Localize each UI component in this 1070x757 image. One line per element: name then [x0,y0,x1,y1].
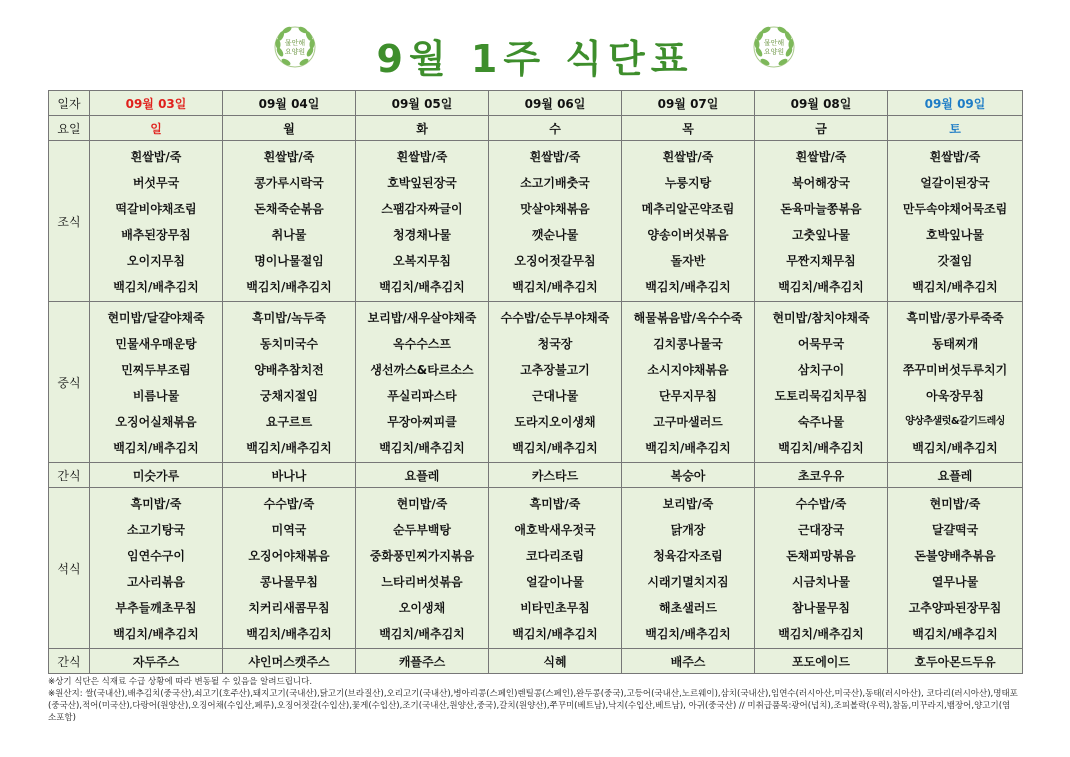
menu-item: 궁채지절임 [260,389,318,403]
menu-item: 소고기탕국 [127,523,185,537]
menu-item: 백김치/배추김치 [778,280,864,294]
menu-item: 근대나물 [531,389,579,403]
snack2-cell: 포도에이드 [755,649,888,674]
snack2-cell: 배주스 [622,649,755,674]
menu-item: 흰쌀밥/죽 [396,150,448,164]
dinner-cell [356,488,489,649]
menu-item: 양상추샐럿&갈기드레싱 [905,416,1005,427]
menu-item: 호박잎나물 [926,228,984,242]
menu-item: 현미밥/죽 [929,497,981,511]
menu-item: 김치콩나물국 [653,337,723,351]
menu-item: 닭개장 [670,523,706,537]
menu-item: 비타민초무침 [520,601,590,615]
date-cell: 09월 06일 [489,91,622,116]
menu-item: 양배추참치전 [254,363,324,377]
menu-item: 수수밥/죽 [263,497,315,511]
menu-item: 메추리알곤약조림 [641,202,735,216]
menu-item: 순두부백탕 [393,523,451,537]
snack1-cell: 요플레 [356,463,489,488]
date-cell: 09월 07일 [622,91,755,116]
date-cell: 09월 09일 [888,91,1023,116]
menu-item: 부추들깨초무침 [115,601,197,615]
breakfast-row [49,141,1023,302]
day-cell: 목 [622,116,755,141]
menu-item: 동태찌개 [931,337,979,351]
breakfast-cell [888,141,1023,302]
menu-item: 무짠지채무침 [786,254,856,268]
menu-item: 참나물무침 [792,601,850,615]
menu-item: 백김치/배추김치 [246,441,332,455]
snack2-cell: 자두주스 [90,649,223,674]
menu-item: 돌자반 [670,254,706,268]
snack2-cell: 호두아몬드두유 [888,649,1023,674]
row-label-snack2: 간식 [49,649,90,674]
menu-item: 열무나물 [931,575,979,589]
lunch-cell [622,302,755,463]
menu-item: 흑미밥/콩가루죽죽 [906,311,1004,325]
day-cell: 월 [223,116,356,141]
menu-item: 코다리조림 [526,549,584,563]
menu-item: 요구르트 [265,415,313,429]
row-label-breakfast: 조식 [49,141,90,302]
menu-item: 얼갈이나물 [526,575,584,589]
menu-item: 백김치/배추김치 [246,627,332,641]
menu-item: 소고기배춧국 [520,176,590,190]
menu-item: 얼갈이된장국 [920,176,990,190]
menu-item: 임연수구이 [127,549,185,563]
menu-item: 백김치/배추김치 [379,280,465,294]
menu-item: 미역국 [271,523,307,537]
meal-plan-table [48,90,1023,674]
snack1-row [49,463,1023,488]
day-cell: 일 [90,116,223,141]
day-row [49,116,1023,141]
snack2-cell: 샤인머스캣주스 [223,649,356,674]
menu-item: 비름나물 [132,389,180,403]
menu-item: 고춧잎나물 [792,228,850,242]
page-header [0,20,1070,80]
menu-item: 돈채피망볶음 [786,549,856,563]
menu-item: 명이나물절임 [254,254,324,268]
menu-item: 흰쌀밥/죽 [529,150,581,164]
menu-item: 흑미밥/죽 [529,497,581,511]
svg-text:물안해: 물안해 [284,39,306,47]
breakfast-cell [622,141,755,302]
menu-item: 보리밥/죽 [662,497,714,511]
lunch-cell [755,302,888,463]
menu-item: 삼치구이 [797,363,845,377]
menu-item: 백김치/배추김치 [379,627,465,641]
menu-item: 도토리묵김치무침 [774,389,868,403]
menu-item: 백김치/배추김치 [912,280,998,294]
menu-item: 치커리새콤무침 [248,601,330,615]
menu-item: 시래기멸치지짐 [647,575,729,589]
menu-item: 콩가루시락국 [254,176,324,190]
footer-notes [48,676,1018,724]
menu-item: 고구마샐러드 [653,415,723,429]
snack2-cell: 캐플주스 [356,649,489,674]
menu-item: 돈채죽순볶음 [254,202,324,216]
menu-item: 스팸감자짜글이 [381,202,463,216]
menu-item: 오징어젓갈무침 [514,254,596,268]
menu-item: 고사리볶음 [127,575,185,589]
snack1-cell: 초코우유 [755,463,888,488]
menu-item: 북어해장국 [792,176,850,190]
menu-item: 아욱장무침 [926,389,984,403]
snack1-cell: 바나나 [223,463,356,488]
menu-item: 배추된장무침 [121,228,191,242]
menu-item: 백김치/배추김치 [912,627,998,641]
menu-item: 흑미밥/죽 [130,497,182,511]
menu-item: 오징어실채볶음 [115,415,197,429]
menu-item: 생선까스&타르소스 [370,363,474,377]
lunch-cell [489,302,622,463]
snack1-cell: 요플레 [888,463,1023,488]
dinner-cell [755,488,888,649]
lunch-cell [356,302,489,463]
svg-text:요양원: 요양원 [284,48,306,56]
menu-item: 민물새우매운탕 [115,337,197,351]
menu-item: 오징어야채볶음 [248,549,330,563]
dinner-row [49,488,1023,649]
menu-item: 백김치/배추김치 [512,280,598,294]
menu-item: 현미밥/참치야채죽 [772,311,870,325]
menu-item: 흰쌀밥/죽 [130,150,182,164]
menu-item: 청경채나물 [393,228,451,242]
menu-item: 돈육마늘쫑볶음 [780,202,862,216]
menu-item: 백김치/배추김치 [113,280,199,294]
lunch-cell [90,302,223,463]
menu-item: 현미밥/달걀야채죽 [107,311,205,325]
menu-item: 청국장 [537,337,573,351]
menu-item: 백김치/배추김치 [113,627,199,641]
dinner-cell [888,488,1023,649]
day-cell: 화 [356,116,489,141]
day-cell: 수 [489,116,622,141]
menu-item: 수수밥/죽 [795,497,847,511]
menu-item: 백김치/배추김치 [645,280,731,294]
menu-item: 옥수수스프 [393,337,451,351]
menu-item: 애호박새우젓국 [514,523,596,537]
menu-item: 단무지무침 [659,389,717,403]
menu-item: 근대장국 [797,523,845,537]
menu-item: 백김치/배추김치 [645,627,731,641]
menu-item: 호박잎된장국 [387,176,457,190]
menu-item: 현미밥/죽 [396,497,448,511]
lunch-cell [223,302,356,463]
menu-item: 해초샐러드 [659,601,717,615]
menu-item: 동치미국수 [260,337,318,351]
menu-item: 백김치/배추김치 [912,441,998,455]
svg-text:요양원: 요양원 [763,48,785,56]
menu-item: 누룽지탕 [664,176,712,190]
snack1-cell: 카스타드 [489,463,622,488]
day-cell: 토 [888,116,1023,141]
menu-item: 콩나물무침 [260,575,318,589]
menu-item: 버섯무국 [132,176,180,190]
footer-note-origin: ※원산지: 쌀(국내산),배추김치(중국산),쇠고기(호주산),돼지고기(국내산),닭고기(브라질산),오리고기(국내산),병아리콩(스페인)렌틸콩(스페인),완두콩(중국),고등어(국내산,노르웨이),삼치(국내산),임연수(러시아산,미국산),동태(러시아산), 코다리(러시아산),명태포(중국산),적어(미국산),다랑어(원양산),오징어채(수입산,페루),오징어젓갈(수입산),꽃게(수입산),조기(국내산,원양산,중국),갈치(원양산),쭈꾸미(베트남),낙지(수입산,베트남), 아귀(중국산) // 미취급품목:광어(넙치),조피볼락(우럭),참돔,미꾸라지,뱀장어,양고기(염소포함) [48,689,1018,723]
footer-note-change: ※상기 식단은 식재료 수급 상황에 따라 변동될 수 있음을 알려드립니다. [48,677,313,687]
menu-item: 흰쌀밥/죽 [929,150,981,164]
menu-item: 보리밥/새우살야채죽 [367,311,477,325]
menu-item: 고추양파된장무침 [908,601,1002,615]
menu-item: 만두속야채어묵조림 [902,202,1008,216]
menu-item: 깻순나물 [531,228,579,242]
breakfast-cell [356,141,489,302]
menu-item: 백김치/배추김치 [379,441,465,455]
date-cell: 09월 03일 [90,91,223,116]
menu-item: 푸실리파스타 [387,389,457,403]
laurel-wreath-logo-icon [749,22,799,72]
menu-item: 수수밥/순두부야채죽 [500,311,610,325]
snack1-cell: 미숫가루 [90,463,223,488]
date-cell: 09월 08일 [755,91,888,116]
row-label-dinner: 석식 [49,488,90,649]
menu-item: 도라지오이생채 [514,415,596,429]
menu-item: 취나물 [271,228,307,242]
date-cell: 09월 04일 [223,91,356,116]
logo-right [749,22,799,72]
menu-item: 소시지야채볶음 [647,363,729,377]
menu-item: 느타리버섯볶음 [381,575,463,589]
breakfast-cell [489,141,622,302]
row-label-date: 일자 [49,91,90,116]
dinner-cell [90,488,223,649]
day-cell: 금 [755,116,888,141]
menu-item: 양송이버섯볶음 [647,228,729,242]
menu-item: 고추장불고기 [520,363,590,377]
menu-item: 백김치/배추김치 [246,280,332,294]
dinner-cell [622,488,755,649]
menu-item: 백김치/배추김치 [113,441,199,455]
lunch-row [49,302,1023,463]
date-row [49,91,1023,116]
menu-item: 맛살야채볶음 [520,202,590,216]
row-label-snack1: 간식 [49,463,90,488]
menu-item: 흰쌀밥/죽 [662,150,714,164]
snack2-row [49,649,1023,674]
snack2-cell: 식혜 [489,649,622,674]
menu-item: 민찌두부조림 [121,363,191,377]
menu-item: 무장아찌피클 [387,415,457,429]
breakfast-cell [755,141,888,302]
dinner-cell [223,488,356,649]
menu-item: 오복지무침 [393,254,451,268]
menu-item: 중화풍민찌가지볶음 [369,549,475,563]
menu-item: 오이지무침 [127,254,185,268]
menu-item: 숙주나물 [797,415,845,429]
row-label-lunch: 중식 [49,302,90,463]
menu-item: 돈불양배추볶음 [914,549,996,563]
menu-item: 청육감자조림 [653,549,723,563]
menu-item: 흰쌀밥/죽 [795,150,847,164]
menu-item: 흰쌀밥/죽 [263,150,315,164]
menu-item: 백김치/배추김치 [512,627,598,641]
snack1-cell: 복숭아 [622,463,755,488]
breakfast-cell [223,141,356,302]
menu-item: 백김치/배추김치 [778,441,864,455]
svg-text:물안해: 물안해 [763,39,785,47]
menu-item: 백김치/배추김치 [512,441,598,455]
page-title: 9월 1주 식단표 [376,37,694,81]
breakfast-cell [90,141,223,302]
menu-item: 갓절임 [937,254,973,268]
menu-item: 오이생채 [398,601,446,615]
menu-item: 시금치나물 [792,575,850,589]
row-label-day: 요일 [49,116,90,141]
menu-item: 쭈꾸미버섯두루치기 [902,363,1008,377]
date-cell: 09월 05일 [356,91,489,116]
menu-item: 떡갈비야채조림 [115,202,197,216]
menu-item: 백김치/배추김치 [778,627,864,641]
menu-item: 어묵무국 [797,337,845,351]
menu-item: 해물볶음밥/옥수수죽 [633,311,743,325]
menu-item: 백김치/배추김치 [645,441,731,455]
dinner-cell [489,488,622,649]
menu-item: 달걀떡국 [931,523,979,537]
menu-item: 흑미밥/녹두죽 [252,311,326,325]
lunch-cell [888,302,1023,463]
